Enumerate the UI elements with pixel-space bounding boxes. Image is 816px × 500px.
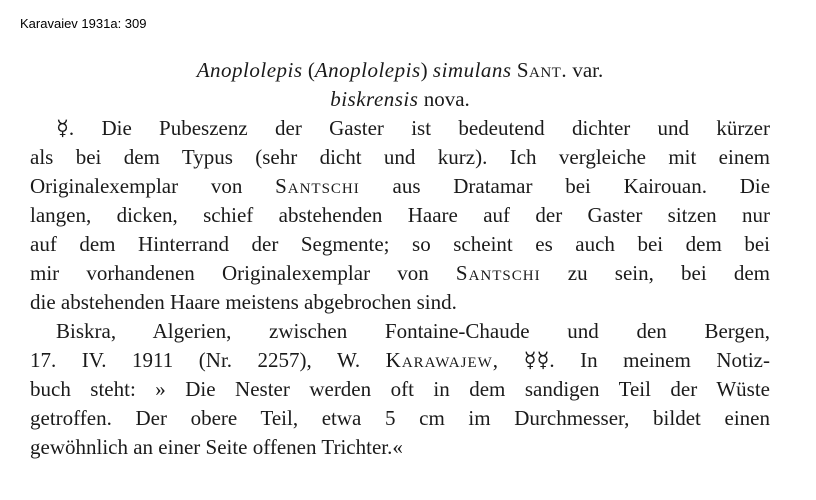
text-line — [30, 172, 770, 201]
text-line — [30, 259, 770, 288]
text-span: , ☿☿. In meinem Notiz- — [492, 348, 770, 372]
person-name: Santschi — [455, 261, 541, 285]
page-text — [30, 56, 770, 462]
author-name: Sant. — [516, 58, 568, 82]
nova-label: nova. — [423, 87, 470, 111]
text-line: gewöhnlich an einer Seite offenen Trichter.« — [30, 435, 403, 459]
text-span: aus Dratamar bei Kairouan. Die — [392, 174, 771, 198]
text-span: Originalexemplar von — [30, 174, 243, 198]
var-label: var. — [572, 58, 604, 82]
person-name: Santschi — [275, 174, 360, 198]
text-line: langen, dicken, schief abstehenden Haare auf der Gaster sitzen nur — [30, 203, 770, 227]
heading-line-2 — [30, 85, 770, 114]
paren-open: ( — [307, 58, 315, 82]
text-line: getroffen. Der obere Teil, etwa 5 cm im Durchmesser, bildet einen — [30, 406, 770, 430]
text-line: buch steht: » Die Nester werden oft in dem sandigen Teil der Wüste — [30, 377, 770, 401]
taxon-heading — [30, 56, 770, 114]
paren-close: ) — [420, 58, 428, 82]
species-name: simulans — [432, 58, 512, 82]
text-line: die abstehenden Haare meistens abgebrochen sind. — [30, 290, 457, 314]
genus-name: Anoplolepis — [196, 58, 303, 82]
text-span: zu sein, bei dem — [567, 261, 770, 285]
citation-label: Karavaiev 1931a: 309 — [20, 16, 147, 31]
subgenus-name: Anoplolepis — [314, 58, 421, 82]
locality-paragraph — [30, 317, 770, 462]
description-paragraph — [30, 114, 770, 317]
heading-line-1 — [30, 56, 770, 85]
text-line: ☿. Die Pubeszenz der Gaster ist bedeutend dichter und kürzer — [56, 116, 770, 140]
text-line: auf dem Hinterrand der Segmente; so scheint es auch bei dem bei — [30, 232, 770, 256]
collector-name: Karawajew — [385, 348, 493, 372]
variety-name: biskrensis — [330, 87, 419, 111]
text-span: mir vorhandenen Originalexemplar von — [30, 261, 429, 285]
text-line: Biskra, Algerien, zwischen Fontaine-Chaude und den Bergen, — [56, 319, 770, 343]
text-span: 17. IV. 1911 (Nr. 2257), W. — [30, 348, 361, 372]
text-line — [30, 346, 770, 375]
text-line: als bei dem Typus (sehr dicht und kurz). Ich vergleiche mit einem — [30, 145, 770, 169]
